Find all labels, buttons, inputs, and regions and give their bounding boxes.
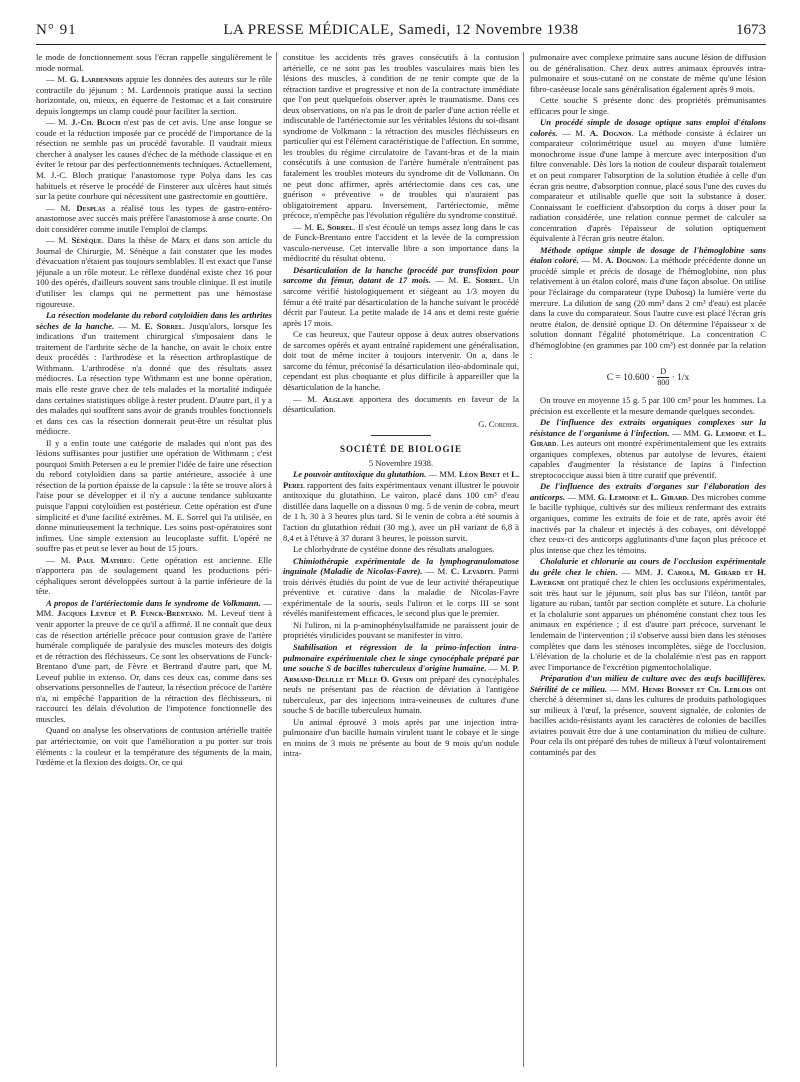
article-heading: De l'influence des extraits d'organes sur l'élaboration des anticorps.: [530, 481, 766, 502]
author-name: L. Perel: [283, 469, 519, 490]
author-name: A. Dognon: [605, 255, 646, 266]
column-3: [530, 52, 766, 1072]
paragraph: La résection modelante du rebord cotyloïdien dans les arthrites sèches de la hanche. — M. E. Sorrel. Jusqu'alors, lorsque les indications d'un traitement chirurgical s'imposaient dans le traitement de l'arthrite sèche de la hanche, on avait le choix entre deux procédés : l'arthrodèse et la résection arthroplastique de Withmann. L'arthrodèse n'a donné que des résultats assez médiocres. La résection type Withmann est une bonne opération, mais elle reste grave chez de tels malades et la mortalité indiquée dans certaines statistiques oblige à rester prudent. D'autre part, il y a des malades qui souffrent sans avoir de grands troubles fonctionnels et dans ces cas la résection donnerait peut-être un résultat plus médiocre.: [36, 310, 272, 437]
article-heading: Méthode optique simple de dosage de l'hémoglobine sans étalon coloré.: [530, 244, 766, 266]
author-name: A. Dognon: [589, 127, 632, 138]
author-name: C. Levaditi: [450, 566, 494, 577]
author-name: Léon Binet: [459, 469, 501, 480]
paragraph: pulmonaire avec complexe primaire sans aucune lésion de diffusion ou de généralisation. Chez deux autres animaux éprouvés intra-pulmonaire et sous-cutané on ne constate de même qu'une lésion fibro-caséeuse locale sans généralisation également après 9 mois.: [530, 52, 766, 94]
article-heading: Cholalurie et chlorurie au cours de l'occlusion expérimentale du grêle chez le chien.: [530, 556, 766, 577]
paragraph: — M. J.-Ch. Bloch n'est pas de cet avis. Une anse longue se coude et la réduction imposée par ce procédé de l'importance de la résection ne semble pas un procédé favorable. Il vaudrait mieux chercher à analyser les causes d'échec de la méthode classique et en éviter le retour par des perfectionnements techniques. Actuellement, M. J.-C. Bloch pratique l'anastomose type Polya dans les cas habituels et réserve le procédé de Finsterer aux ulcères haut situés sur la petite courbure qui nécessitent une gastrectomie en gouttière.: [36, 117, 272, 202]
article-heading: Le pouvoir antitoxique du glutathion.: [293, 469, 427, 480]
article-heading: Un procédé simple de dosage optique sans emploi d'étalons colorés.: [530, 117, 766, 138]
author-name: G. Lemoine: [597, 491, 640, 502]
paragraph: — M. E. Sorrel. Il s'est écoulé un temps assez long dans le cas de Funck-Brentano entre l'accident et la levée de la compression vasculo-nerveuse. Cet intervalle libre a son importance dans la médiocrité du résultat obtenu.: [283, 221, 519, 264]
article-heading: La résection modelante du rebord cotyloïdien dans les arthrites sèches de la hanche.: [36, 310, 272, 331]
author-name: Sénèque: [71, 235, 102, 246]
paragraph: Préparation d'un milieu de culture avec des œufs bacillifères. Stérilité de ce milieu. — MM. Henri Bonnet et Ch. Leblois ont cherché à déterminer si, dans les cultures de produits pathologiques sur milieux à l'œuf, la présence, souvent signalée, de colonies de bacilles acido-résistants ayant les caractères de colonies de bacilles aviaires pouvait être due à une contamination du milieu de culture. Pour cela ils ont préparé des tubes de milieux à l'œuf volontairement contaminés par des: [530, 673, 766, 757]
column-1: [36, 52, 272, 1072]
signature: G. Cordier.: [478, 418, 519, 429]
column-2: [283, 52, 519, 1072]
page-header: [36, 22, 766, 45]
author-name: Paul Mathieu: [76, 554, 133, 565]
paragraph: Un animal éprouvé 3 mois après par une injection intra-pulmonaire d'un bacille humain virulent tuant le cobaye et le singe en moins de 3 mois ne présente au bout de 9 mois qu'un nodule intra-: [283, 716, 519, 759]
author-name: L. Girard: [650, 491, 687, 502]
paragraph: — M. G. Lardennois appuie les données des auteurs sur le rôle contractile du jéjunum : M. Lardennois pratique aussi la section horizontale, ou, mieux, en équerre de l'estomac et a fait construire depuis longtemps un clamp coudé pour faciliter la section.: [36, 74, 272, 116]
author-name: Jacques Leveuf: [57, 608, 117, 619]
paragraph: — M. Desplas a réalisé tous les types de gastro-entéro-anastomose avec succès mais préfère l'anastomose à anse courte. On doit considérer comme inutile l'emploi de clamps.: [36, 202, 272, 234]
paragraph: De l'influence des extraits d'organes sur l'élaboration des anticorps. — MM. G. Lemoine et L. Girard. Des microbes comme le bacille typhique, cultivés sur des milieux renfermant des extraits organiques, comme les extraits de foie et de rate, après avoir été inactivés par la chaleur et injectés à des cobayes, ont développé chez ceux-ci des anticorps agglutinants d'une façon plus précoce et plus intense que chez les témoins.: [530, 481, 766, 555]
author-name: E. Sorrel: [463, 275, 502, 286]
paragraph: Méthode optique simple de dosage de l'hémoglobine sans étalon coloré. — M. A. Dognon. La méthode précédente donne un procédé simple et précis de dosage de l'hémoglobine, non plus relativement à un étalon coloré, mais d'une façon absolue. On utilise pour l'éclairage du comparateur (type Dubosq) la lumière verte du mercure. La dilution de sang (20 mm³ dans 2 cm³ d'eau) est placée dans la cuve du comparateur. Sous l'autre cuve est placé l'écran gris neutre étalon, de densité optique D. On détermine l'épaisseur x de solution donnant l'égalité photométrique. La concentration C d'hémoglobine (en grammes par 100 cm³) est donnée par la relation :: [530, 244, 766, 361]
paragraph: Quand on analyse les observations de contusion artérielle traitée par artériectomie, on voit que l'amélioration a pu porter sur trois éléments : la couleur et la température des téguments de la main, l'œdème et la flexion des doigts. Or, ce qui: [36, 725, 272, 768]
formula: C = 10.600 · $\frac{D}{800}$ · 1/x: [606, 366, 690, 388]
paragraph: — M. Sénèque. Dans la thèse de Marx et dans son article du Journal de Chirurgie, M. Sénèque a fait constater que les modes d'évacuation n'étaient pas toujours semblables. Il est exact que l'anse jéjunale a un rôle moteur. Le réflexe duodénal existe chez 16 pour 100 des opérés, d'ailleurs souvent sans trouble clinique. Il est inutile d'utiliser les clamps qui ne permettent pas une hémostase rigoureuse.: [36, 235, 272, 309]
author-name: P. Armand-Delille et Mlle O. Gysin: [283, 663, 519, 684]
paragraph: Cette souche S présente donc des propriétés prémunisantes efficaces pour le singe.: [530, 95, 766, 116]
article-heading: Stabilisation et régression de la primo-infection intra-pulmonaire expérimentale chez le singe cynocéphale préparé par une souche S de bacilles tuberculeux d'origine humaine.: [283, 641, 519, 674]
paragraph: — M. Alglave apportera des documents en faveur de la désarticulation.: [283, 393, 519, 415]
author-name: Alglave: [322, 393, 354, 404]
column-divider: [523, 52, 524, 1067]
paragraph: constitue les accidents très graves consécutifs à la contusion artérielle, ce ne sont pas les troubles vasculaires mais bien les lésions des muscles, à condition de ne tenir compte que de la rétraction tardive et progressive et non de la contracture immédiate que l'on peut quelquefois observer après le traumatisme. Dans ces deux observations, on n'a pas le droit de parler d'une action réelle et indiscutable de l'artériectomie sur les véritables lésions du soi-disant syndrome de Volkmann : la rétraction des muscles fléchisseurs en particulier qui est l'élément caractéristique de l'affection. En somme, les troubles du régime circulatoire de l'avant-bras et de la main consécutifs à une contusion de l'artère humérale n'entraînent pas fatalement les troubles moteurs du syndrome dit de Volkmann. On ne peut donc affirmer, après artériectomie dans ces cas, une guérison « préventive » de troubles qui n'auraient pas obligatoirement apparu. Inversement, l'artériectomie, même précoce, n'empêche pas l'évolution régulière du syndrome constitué.: [283, 52, 519, 221]
issue-number: N° 91: [36, 22, 77, 38]
paragraph: On trouve en moyenne 15 g. 5 par 100 cm³ pour les hommes. La précision est excellente et la mesure demande quelques secondes.: [530, 394, 766, 416]
author-name: P. Funck-Brentano: [130, 608, 202, 619]
section-date: 5 Novembre 1938.: [368, 457, 434, 468]
paragraph: Ni l'uliron, ni la p-aminophénylsulfamide ne paraissent jouir de propriétés virulicides pouvant se manifester in vitro.: [283, 619, 519, 641]
paragraph: A propos de l'artériectomie dans le syndrome de Volkmann. — MM. Jacques Leveuf et P. Funck-Brentano. M. Leveuf tient à venir apporter la preuve de ce qu'il a affirmé. Il ne connaît que deux cas de résection artérielle précoce pour contusion grave de l'artère humérale compliquée de paralysie des muscles moteurs des doigts et de rétraction des fléchisseurs. Ce sont les observations de Funck-Brentano d'une part, de Fèvre et Bertrand d'autre part, que M. Leveuf publie in extenso. Or, dans ces deux cas, comme dans ses observations personnelles de l'auteur, la résection précoce de l'artère n'a, ni empêché l'apparition de la rétraction des fléchisseurs, ni raccourci les délais d'évolution de l'impotence fonctionnelle des muscles.: [36, 597, 272, 724]
author-name: L. Girard: [530, 427, 766, 449]
author-name: G. Lardennois: [69, 74, 124, 85]
paragraph: Le chlorhydrate de cystéine donne des résultats analogues.: [293, 544, 495, 555]
paragraph: Ce cas heureux, que l'auteur oppose à deux autres observations de sarcomes opérés et ayant entraîné rapidement une généralisation, doit tout de même inciter à toujours intervenir. On a, dans le sarcome du fémur, préconisé la désarticulation iléo-abdominale qui, cependant est plus choquante et plus difficile à appareiller que la désarticulation de la hanche.: [283, 329, 519, 392]
article-heading: De l'influence des extraits organiques complexes sur la résistance de l'organisme à l'infection.: [530, 417, 766, 438]
article-heading: Chimiothérapie expérimentale de la lymphogranulomatose inguinale (Maladie de Nicolas-Favre).: [283, 555, 519, 577]
author-name: E. Sorrel: [316, 221, 354, 232]
journal-title: LA PRESSE MÉDICALE, Samedi, 12 Novembre 1938: [223, 22, 579, 38]
paragraph: Il y a enfin toute une catégorie de malades qui n'ont pas des lésions suffisantes pour justifier une opération de Withmann ; c'est pourquoi Smith Petersen a eu le premier l'idée de faire une résection du rebord cotyloïdien dans sa partie antérieure, associée à une résection de la portion épaisse de la capsule : la tête se trouve alors à l'aise pour se développer et il n'y a aucune tendance subluxante puisque l'appui cotyloïdien est postérieur. Cette opération est d'une simplicité et d'une facilité extrêmes. M. E. Sorrel qui l'a utilisée, en donne minutieusement la technique. Les soins post-opératoires sont infimes. Une simple extension au leucoplaste suffit. L'opéré ne souffre pas et peut se lever au bout de 15 jours.: [36, 437, 272, 554]
column-divider: [276, 52, 277, 1067]
article-heading: A propos de l'artériectomie dans le syndrome de Volkmann.: [46, 597, 261, 608]
paragraph: De l'influence des extraits organiques complexes sur la résistance de l'organisme à l'infection. — MM. G. Lemoine et L. Girard. Les auteurs ont montré expérimentalement que les extraits organiques complexes, obtenus par autolyse de levures, étaient capables d'augmenter la résistance de lapins à l'infection streptococcique aussi bien à titre curatif que préventif.: [530, 417, 766, 480]
section-divider: [371, 435, 431, 436]
author-name: Henri Bonnet et Ch. Leblois: [642, 683, 752, 694]
paragraph: Stabilisation et régression de la primo-infection intra-pulmonaire expérimentale chez le singe cynocéphale préparé par une souche S de bacilles tuberculeux d'origine humaine. — M. P. Armand-Delille et Mlle O. Gysin ont préparé des cynocéphales neufs ne présentant pas de réaction de déviation à l'antigène tuberculeux, par des injections intra-veineuses de cultures d'une souche S de bacille tuberculeux humain.: [283, 641, 519, 716]
paragraph: Un procédé simple de dosage optique sans emploi d'étalons colorés. — M. A. Dognon. La méthode consiste à éclairer un comparateur colorimétrique usuel au moyen d'une lumière monochrome issue d'une lampe à mercure avec interposition d'un filtre convenable. Dès lors la notion de couleur disparaît totalement et on peut comparer l'absorption de la solution étudiée à celle d'un écran gris neutre, d'absorption connue, placé sous l'une des cuves du comparateur et utilisable quelle que soit la substance à doser. Connaissant le coefficient d'absorption du corps à doser pour la radiation considérée, une relation connue permet de calculer sa concentration d'après l'épaisseur de solution optiquement équivalente à l'écran gris neutre étalon.: [530, 117, 766, 244]
author-name: E. Sorrel: [144, 320, 183, 331]
section-title: SOCIÉTÉ DE BIOLOGIE: [339, 444, 463, 455]
author-name: Desplas: [76, 202, 106, 213]
article-heading: Préparation d'un milieu de culture avec des œufs bacillifères. Stérilité de ce milieu.: [530, 673, 766, 694]
paragraph: Chimiothérapie expérimentale de la lymphogranulomatose inguinale (Maladie de Nicolas-Favre). — M. C. Levaditi. Parmi trois dérivés étudiés du point de vue de leur activité thérapeutique préventive et curative dans la maladie de Nicolas-Favre expérimentale de la souris, seuls l'uliron et le corps III se sont révélés manifestement efficaces, le second plus que le premier.: [283, 555, 519, 619]
paragraph: — M. Paul Mathieu. Cette opération est ancienne. Elle n'apportera pas de soulagement quand les productions péri-céphaliques seront développées surtout à la partie inférieure de la tête.: [36, 554, 272, 597]
page-number: 1673: [736, 22, 766, 38]
paragraph: le mode de fonctionnement sous l'écran rappelle singulièrement le mode normal.: [36, 52, 272, 73]
author-name: J. Caroli, M. Girard et H. Lavergne: [530, 566, 766, 588]
article-heading: Désarticulation de la hanche (procédé par transfixion pour sarcome du fémur, datant de 17 mois.: [283, 264, 519, 286]
author-name: G. Lemoine: [703, 427, 747, 438]
paragraph: Le pouvoir antitoxique du glutathion. — MM. Léon Binet et L. Perel rapportent des faits expérimentaux venant illustrer le pouvoir antitoxique du glutathion. Le vairon, placé dans 100 cm³ d'eau distillée dans laquelle on a dissous 0 mg. 5 de venin de cobra, meurt de 1 h. 30 à 3 heures plus tard. Si le venin de cobra a été soumis à l'action du glutathion réduit (30 mg.), avec un pH variant de 6,8 à 8,4 et à l'étuve à 37 durant 3 heures, le poisson survit.: [283, 469, 519, 543]
paragraph: Cholalurie et chlorurie au cours de l'occlusion expérimentale du grêle chez le chien. — MM. J. Caroli, M. Girard et H. Lavergne ont pratiqué chez le chien les occlusions expérimentales, soit très haut sur le jéjunum, soit plus bas sur l'iléon, tantôt par ligature au ruban, tantôt par section complète et suture. La cholurie et la cholalurie sont apparues un phénomène constant chez tous les animaux en expérience ; il est d'autre part précoce, survenant le lendemain de l'intervention ; il s'observe aussi bien dans les sténoses complètes que dans les sténoses incomplètes, siège de l'occlusion. L'élévation de la cholurie et de la cholalémie n'est pas en rapport avec l'importance de l'excrétion pigmentocholalique.: [530, 556, 766, 672]
author-name: J.-Ch. Bloch: [71, 117, 121, 128]
paragraph: Désarticulation de la hanche (procédé par transfixion pour sarcome du fémur, datant de 17 mois. — M. E. Sorrel. Un sarcome vérifié histologiquement et siégeant au 1/3 moyen du fémur a été traité par désarticulation de la hanche suivant le procédé décrit par l'auteur. La petite malade de 14 ans et demi reste guérie après 17 mois.: [283, 264, 519, 328]
